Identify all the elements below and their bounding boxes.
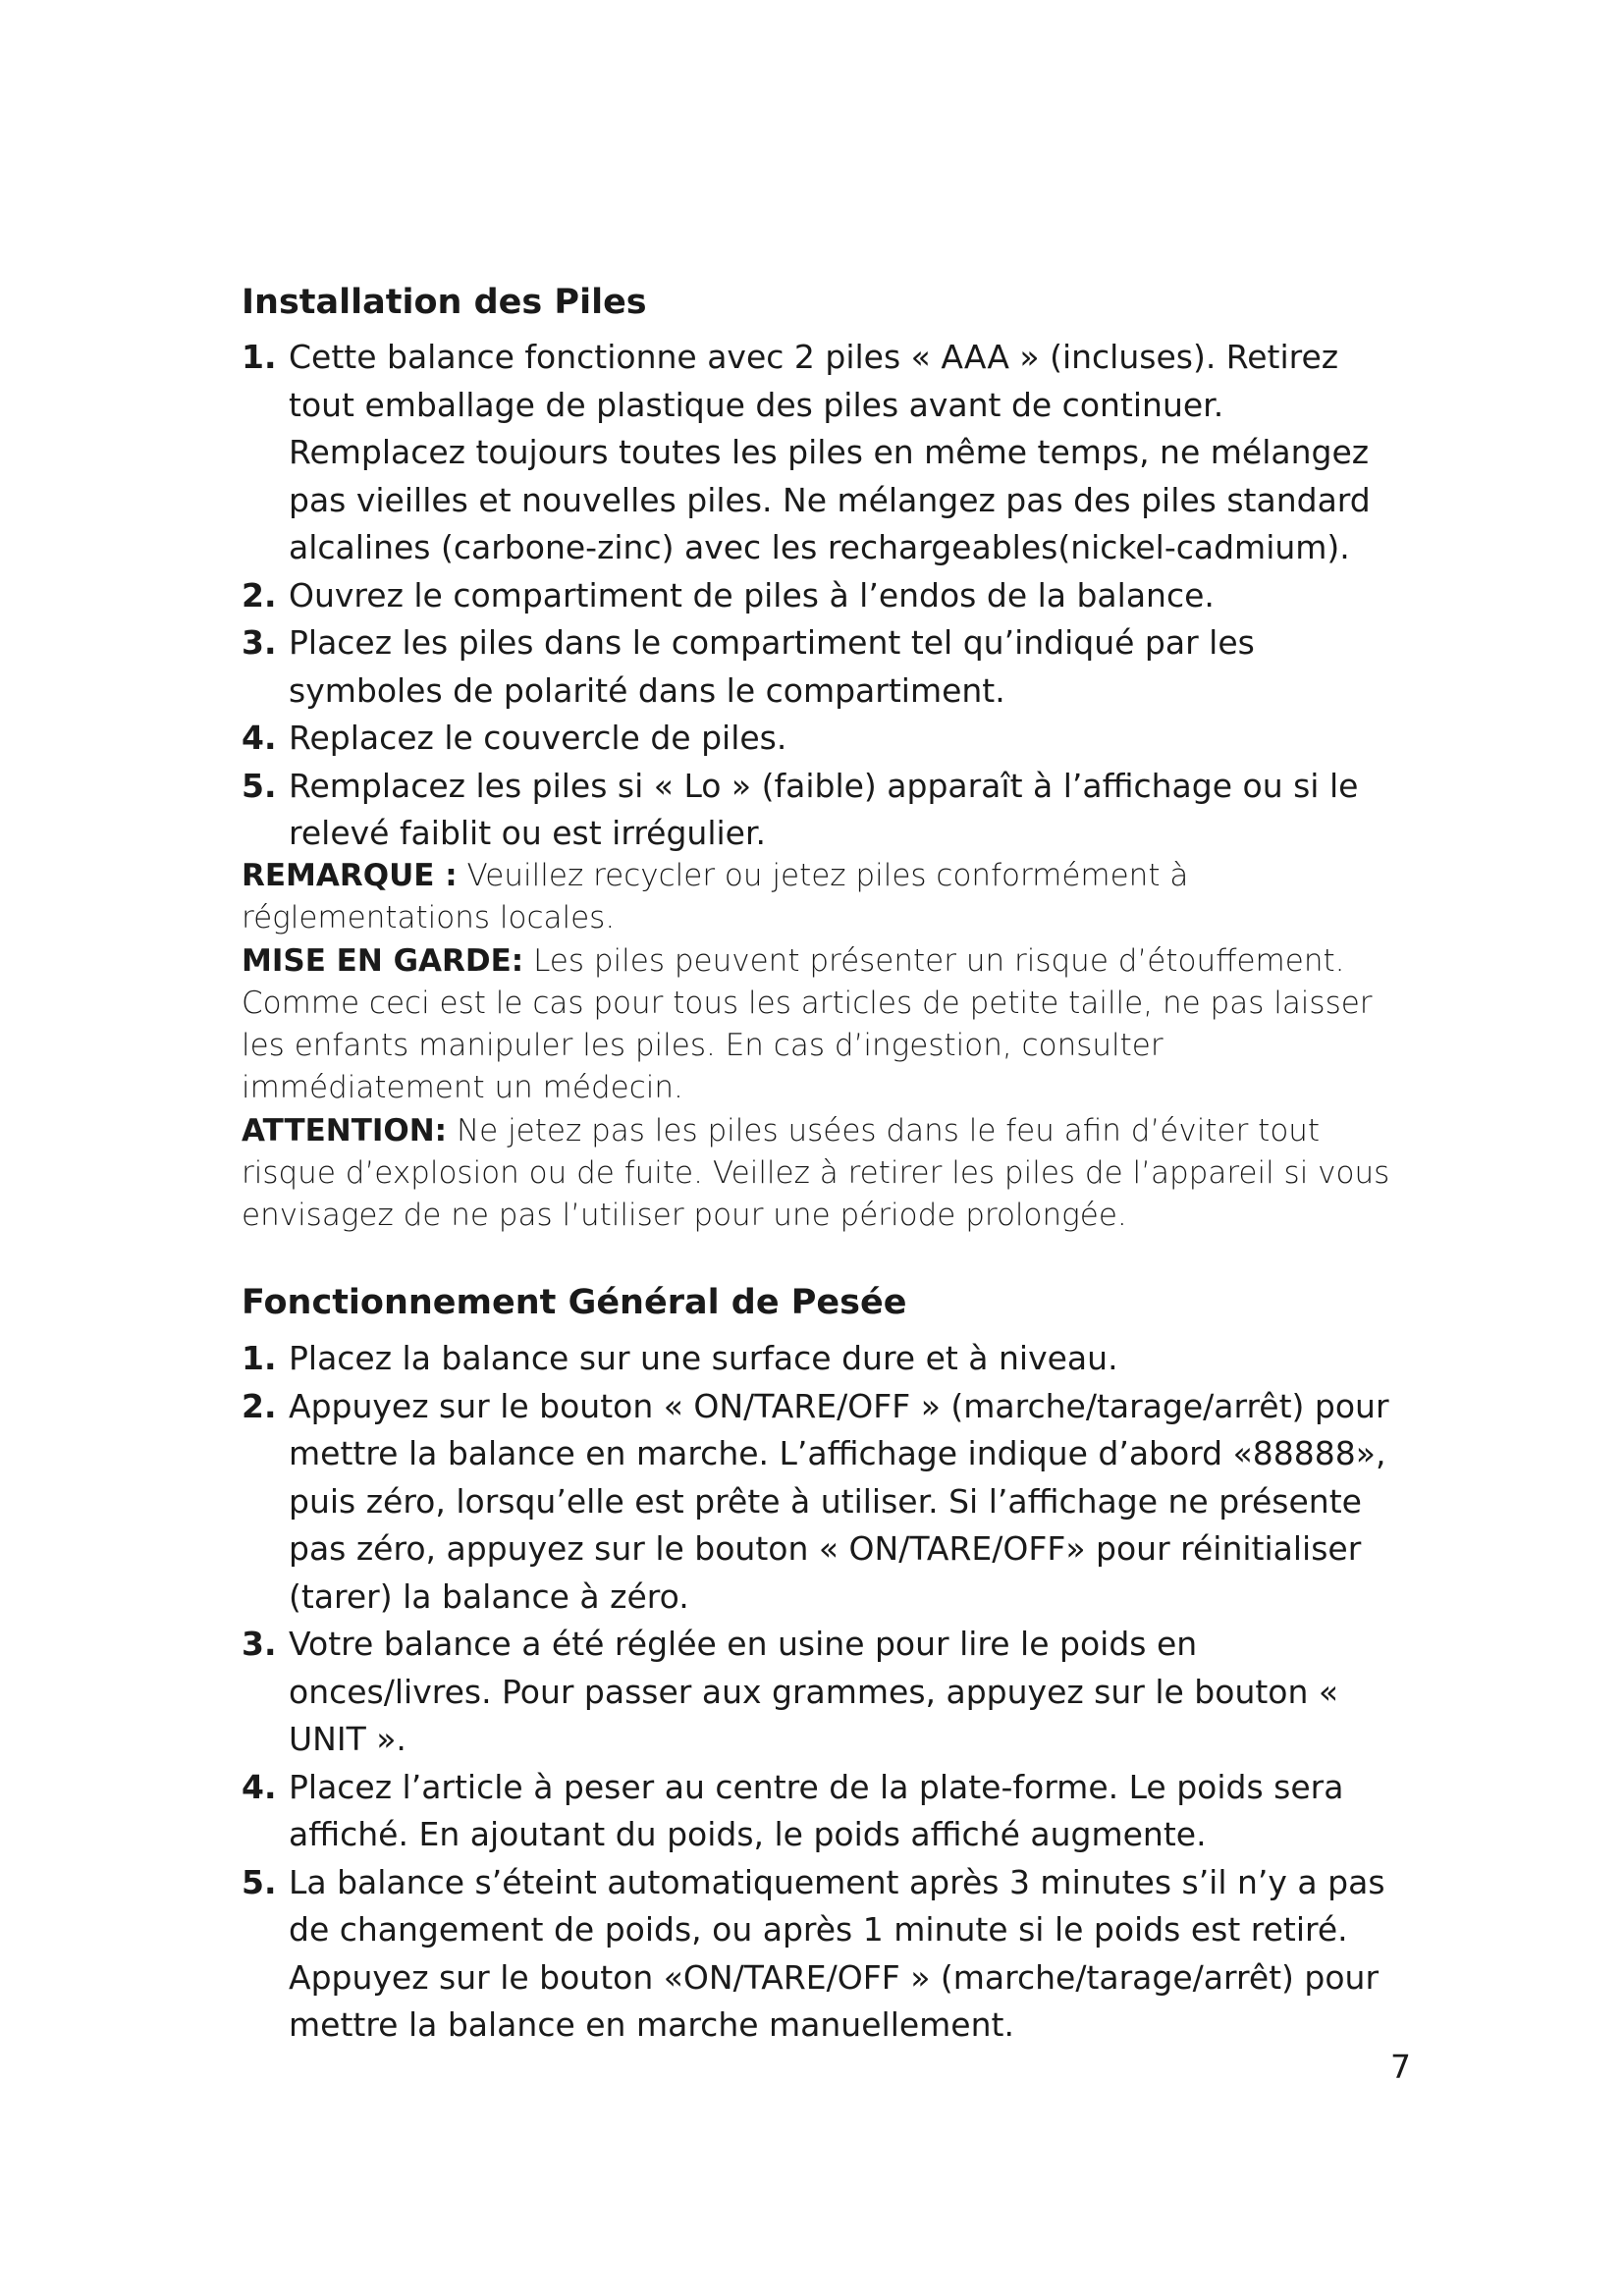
step-text: Appuyez sur le bouton « ON/TARE/OFF » (marche/tarage/arrêt) pour mettre la balance en marche. L’affichage indique d’abord «88888», puis zéro, lorsqu’elle est prête à utiliser. Si l’affichage ne présente pas zéro, appuyez sur le bouton « ON/TARE/OFF» pour réinitialiser (tarer) la balance à zéro.	[289, 1386, 1389, 1616]
step-text: Placez les piles dans le compartiment tel qu’indiqué par les symboles de polarité dans le compartiment.	[289, 623, 1255, 710]
step-text: Placez la balance sur une surface dure et à niveau.	[289, 1339, 1118, 1377]
general-weighing-steps	[242, 1335, 1410, 2050]
list-item	[242, 1621, 1410, 1764]
list-item	[242, 1335, 1410, 1383]
note-mise-en-garde	[242, 940, 1390, 1110]
note-text: Veuillez recycler ou jetez piles conformément à réglementations locales.	[242, 858, 1189, 936]
note-attention	[242, 1110, 1390, 1238]
section-title-general-weighing: Fonctionnement Général de Pesée	[242, 1283, 907, 1322]
step-text: Votre balance a été réglée en usine pour lire le poids en onces/livres. Pour passer aux grammes, appuyez sur le bouton « UNIT ».	[289, 1625, 1339, 1758]
step-number: 4.	[242, 1767, 277, 1806]
step-text: Ouvrez le compartiment de piles à l’endos de la balance.	[289, 575, 1215, 614]
step-number: 3.	[242, 1625, 277, 1663]
note-remarque	[242, 855, 1390, 940]
list-item	[242, 715, 1410, 763]
step-number: 1.	[242, 338, 277, 376]
note-label: MISE EN GARDE:	[242, 942, 524, 979]
list-item	[242, 763, 1410, 858]
battery-notes	[242, 855, 1390, 1238]
step-text: La balance s’éteint automatiquement après 3 minutes s’il n’y a pas de changement de poids, ou après 1 minute si le poids est retiré. Appuyez sur le bouton «ON/TARE/OFF » (marche/tarage/arrêt) pour mettre la balance en marche manuellement.	[289, 1862, 1385, 2044]
list-item	[242, 572, 1410, 620]
step-number: 1.	[242, 1339, 277, 1377]
step-number: 4.	[242, 719, 277, 757]
section-title-battery-installation: Installation des Piles	[242, 283, 647, 322]
step-number: 2.	[242, 1386, 277, 1425]
step-number: 5.	[242, 766, 277, 805]
note-label: ATTENTION:	[242, 1112, 448, 1148]
step-number: 2.	[242, 575, 277, 614]
note-text: Ne jetez pas les piles usées dans le feu afin d’éviter tout risque d’explosion ou de fuite. Veillez à retirer les piles de l’appareil si vous envisagez de ne pas l’utiliser pour une période prolongée.	[242, 1112, 1390, 1234]
list-item	[242, 1383, 1410, 1622]
page-number: 7	[1390, 2048, 1411, 2086]
battery-installation-steps	[242, 334, 1410, 858]
step-text: Cette balance fonctionne avec 2 piles « AAA » (incluses). Retirez tout emballage de plastique des piles avant de continuer. Remplacez toujours toutes les piles en même temps, ne mélangez pas vieilles et nouvelles piles. Ne mélangez pas des piles standard alcalines (carbone-zinc) avec les rechargeables(nickel-cadmium).	[289, 338, 1371, 566]
list-item	[242, 334, 1410, 572]
list-item	[242, 1859, 1410, 2050]
step-number: 5.	[242, 1862, 277, 1901]
list-item	[242, 1764, 1410, 1859]
note-label: REMARQUE :	[242, 858, 458, 893]
step-text: Placez l’article à peser au centre de la plate-forme. Le poids sera affiché. En ajoutant du poids, le poids affiché augmente.	[289, 1767, 1344, 1853]
step-number: 3.	[242, 623, 277, 662]
note-text: Les piles peuvent présenter un risque d’étouffement. Comme ceci est le cas pour tous les articles de petite taille, ne pas laisser les enfants manipuler les piles. En cas d’ingestion, consulter immédiatement un médecin.	[242, 942, 1373, 1106]
step-text: Remplacez les piles si « Lo » (faible) apparaît à l’affichage ou si le relevé faiblit ou est irrégulier.	[289, 766, 1359, 852]
step-text: Replacez le couvercle de piles.	[289, 719, 787, 757]
list-item	[242, 619, 1410, 715]
